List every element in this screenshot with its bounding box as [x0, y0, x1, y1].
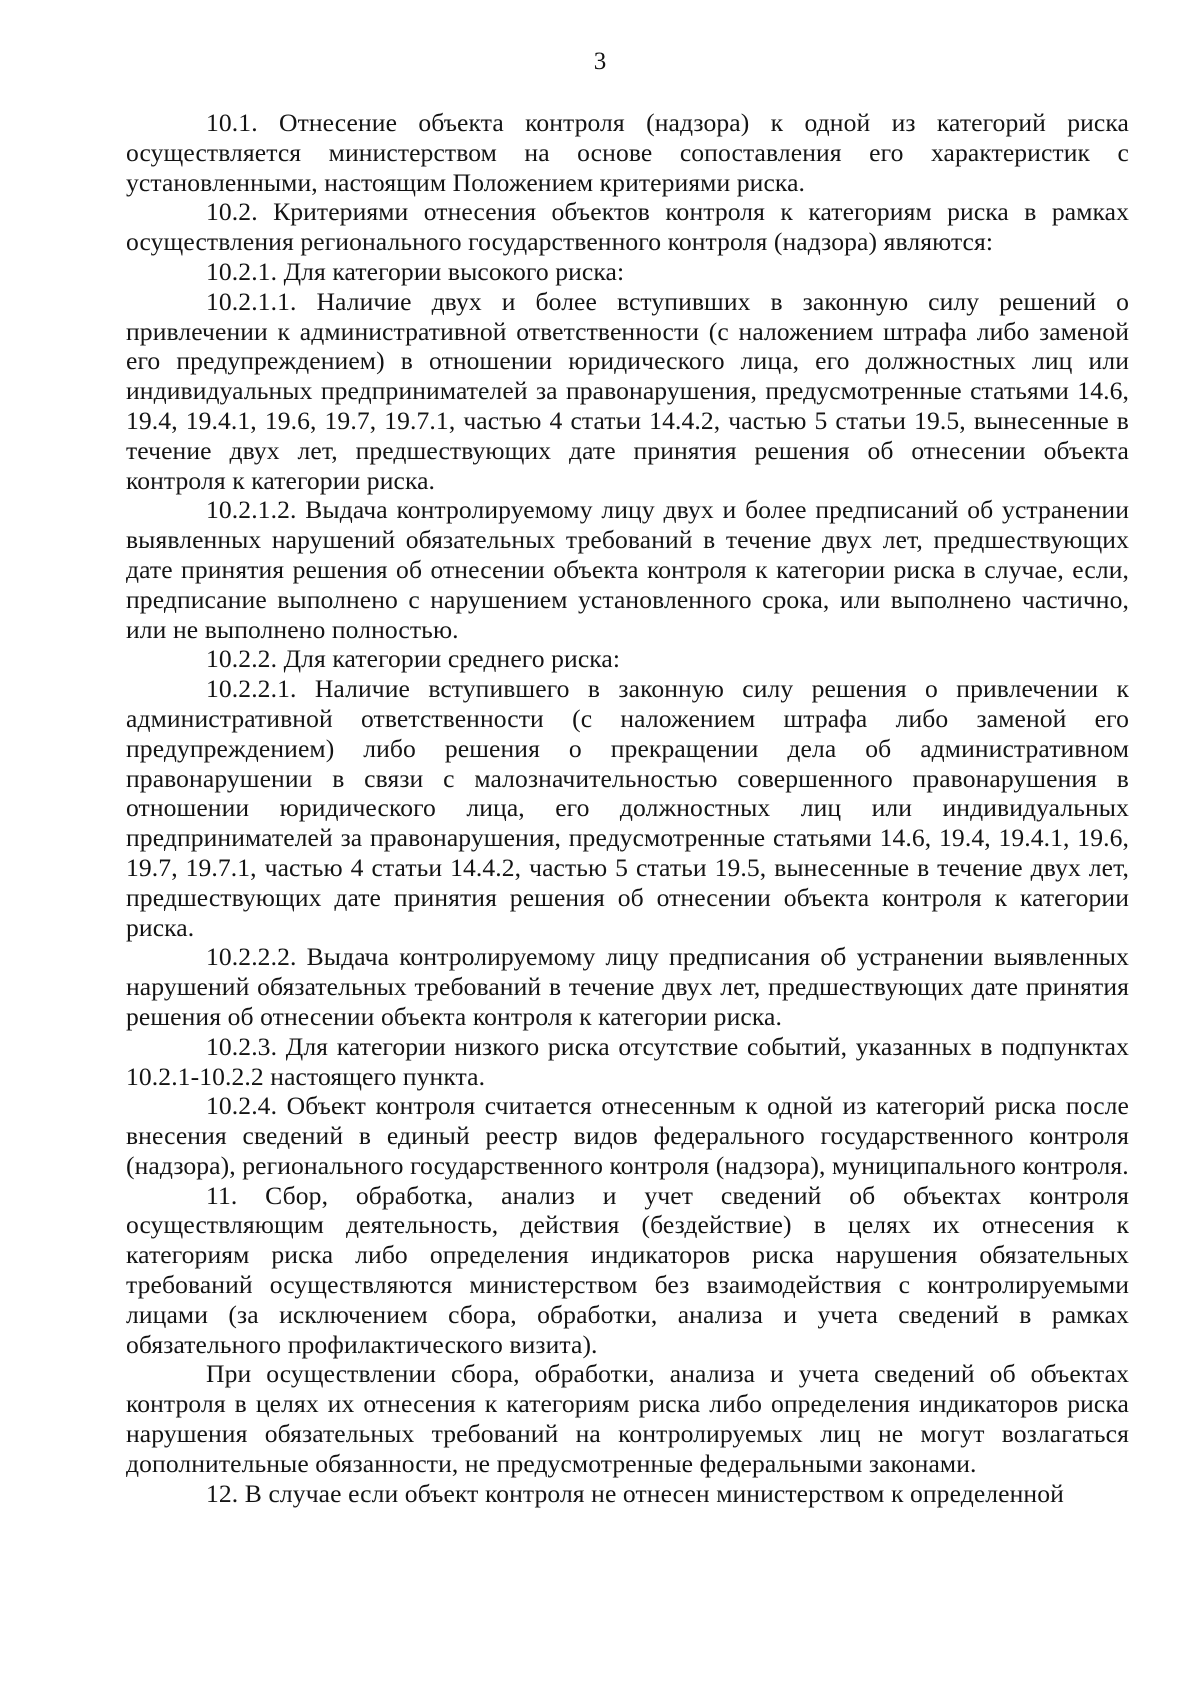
paragraph-10-2-1-2: 10.2.1.2. Выдача контролируемому лицу двух и более предписаний об устранении выявленных нарушений обязательных требований в течение двух лет, предшествующих дате принятия решения об отнесении объекта контроля к категории риска в случае, если, предписание выполнено с нарушением установленного срока, или выполнено частично, или не выполнено полностью.	[126, 495, 1129, 644]
paragraph-10-2: 10.2. Критериями отнесения объектов контроля к категориям риска в рамках осуществления регионального государственного контроля (надзора) являются:	[126, 197, 1129, 257]
paragraph-10-2-1: 10.2.1. Для категории высокого риска:	[206, 256, 625, 286]
paragraph-11: 11. Сбор, обработка, анализ и учет сведений об объектах контроля осуществляющим деятельность, действия (бездействие) в целях их отнесения к категориям риска либо определения индикаторов риска нарушения обязательных требований осуществляются министерством без взаимодействия с контролируемыми лицами (за исключением сбора, обработки, анализа и учета сведений в рамках обязательного профилактического визита).	[126, 1180, 1129, 1359]
paragraph-12: 12. В случае если объект контроля не отнесен министерством к определенной	[206, 1478, 1064, 1508]
paragraph-11-continuation: При осуществлении сбора, обработки, анализа и учета сведений об объектах контроля в целях их отнесения к категориям риска либо определения индикаторов риска нарушения обязательных требований на контролируемых лиц не могут возлагаться дополнительные обязанности, не предусмотренные федеральными законами.	[126, 1359, 1129, 1478]
paragraph-10-2-2: 10.2.2. Для категории среднего риска:	[206, 644, 621, 674]
paragraph-10-2-2-1: 10.2.2.1. Наличие вступившего в законную силу решения о привлечении к административной ответственности (с наложением штрафа либо заменой его предупреждением) либо решения о прекращении дела об административном правонарушении в связи с малозначительностью совершенного правонарушения в отношении юридического лица, его должностных лиц или индивидуальных предпринимателей за правонарушения, предусмотренные статьями 14.6, 19.4, 19.4.1, 19.6, 19.7, 19.7.1, частью 4 статьи 14.4.2, частью 5 статьи 19.5, вынесенные в течение двух лет, предшествующих дате принятия решения об отнесении объекта контроля к категории риска.	[126, 674, 1129, 942]
paragraph-10-1: 10.1. Отнесение объекта контроля (надзора) к одной из категорий риска осуществляется министерством на основе сопоставления его характеристик с установленными, настоящим Положением критериями риска.	[126, 108, 1129, 197]
paragraph-10-2-1-1: 10.2.1.1. Наличие двух и более вступивших в законную силу решений о привлечении к административной ответственности (с наложением штрафа либо заменой его предупреждением) в отношении юридического лица, его должностных лиц или индивидуальных предпринимателей за правонарушения, предусмотренные статьями 14.6, 19.4, 19.4.1, 19.6, 19.7, 19.7.1, частью 4 статьи 14.4.2, частью 5 статьи 19.5, вынесенные в течение двух лет, предшествующих дате принятия решения об отнесении объекта контроля к категории риска.	[126, 286, 1129, 495]
document-body	[126, 108, 1129, 1508]
page-number: 3	[593, 48, 607, 75]
paragraph-10-2-4: 10.2.4. Объект контроля считается отнесенным к одной из категорий риска после внесения сведений в единый реестр видов федерального государственного контроля (надзора), регионального государственного контроля (надзора), муниципального контроля.	[126, 1091, 1129, 1180]
paragraph-10-2-2-2: 10.2.2.2. Выдача контролируемому лицу предписания об устранении выявленных нарушений обязательных требований в течение двух лет, предшествующих дате принятия решения об отнесении объекта контроля к категории риска.	[126, 942, 1129, 1031]
paragraph-10-2-3: 10.2.3. Для категории низкого риска отсутствие событий, указанных в подпунктах 10.2.1-10.2.2 настоящего пункта.	[126, 1031, 1129, 1091]
